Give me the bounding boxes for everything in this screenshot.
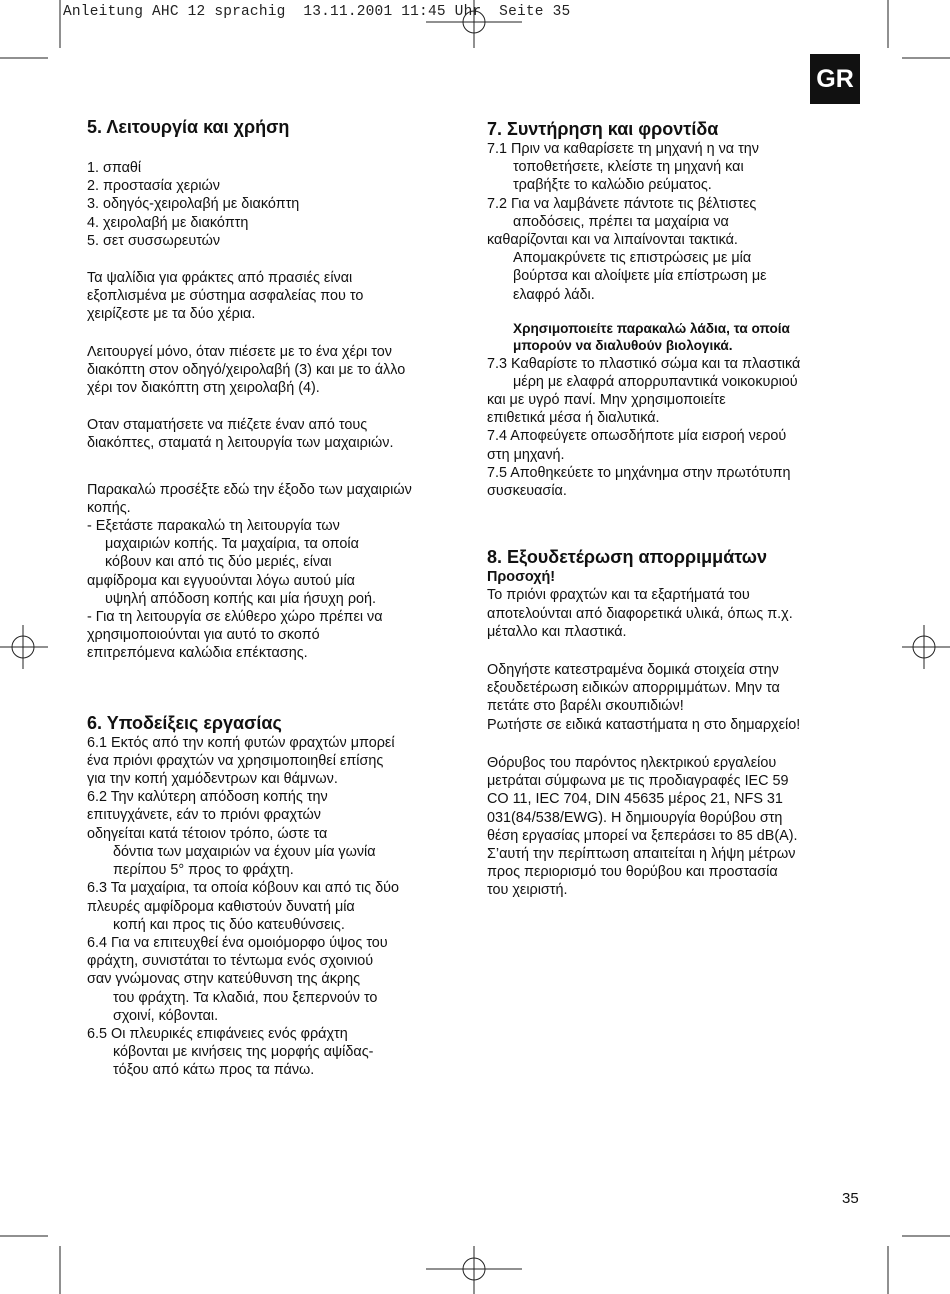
- text-line: επιτρεπόμενα καλώδια επέκτασης.: [87, 645, 308, 662]
- section-5-title: 5. Λειτουργία και χρήση: [87, 117, 290, 137]
- text-line: περίπου 5° προς το φράχτη.: [113, 862, 294, 879]
- item-6-3: [87, 879, 467, 934]
- text-line: 7.5 Αποθηκεύετε το μηχάνημα στην πρωτότυπη: [487, 464, 791, 481]
- text-line: 7.3 Καθαρίστε το πλαστικό σώμα και τα πλαστικά: [487, 355, 801, 372]
- caution-label: Προσοχή!: [487, 569, 556, 586]
- text-line: τόξου από κάτω προς τα πάνω.: [113, 1062, 315, 1079]
- text-line: στη μηχανή.: [487, 446, 565, 463]
- text-line: πετάτε στο βαρέλι σκουπιδιών!: [487, 698, 684, 715]
- text-line: Οδηγήστε κατεστραμένα δομικά στοιχεία στην: [487, 662, 779, 679]
- section-6-title: 6. Υποδείξεις εργασίας: [87, 712, 282, 733]
- text-line: φράχτη, συνιστάται το τέντωμα ενός σχοινιού: [87, 953, 374, 970]
- text-line: μαχαιριών κοπής. Τα μαχαίρια, τα οποία: [105, 536, 359, 553]
- text-line: πλευρές αμφίδρομα καθιστούν δυνατή μία: [87, 898, 355, 915]
- text-line: επιθετικά μέσα ή διαλυτικά.: [487, 410, 660, 427]
- section-7-title: 7. Συντήρηση και φροντίδα: [487, 119, 719, 139]
- text-line: κόβονται με κινήσεις της μορφής αψίδας-: [113, 1044, 374, 1061]
- item-7-5: [487, 464, 857, 500]
- text-line: δόντια των μαχαιριών να έχουν μία γωνία: [113, 843, 376, 860]
- text-line: ελαφρό λάδι.: [513, 286, 595, 303]
- text-line: κόβουν και από τις δύο μεριές, είναι: [105, 554, 332, 571]
- paragraph: [487, 586, 857, 641]
- text-line: 6.2 Την καλύτερη απόδοση κοπής την: [87, 789, 328, 806]
- registration-mark-top: [426, 0, 522, 48]
- text-line: - Εξετάστε παρακαλώ τη λειτουργία των: [87, 518, 340, 535]
- text-line: 7.2 Για να λαμβάνετε πάντοτε τις βέλτιστες: [487, 195, 757, 212]
- list-item: 4. χειρολαβή με διακόπτη: [87, 214, 249, 231]
- text-line: καθαρίζονται και να λιπαίνονται τακτικά.: [487, 232, 738, 249]
- text-line: - Για τη λειτουργία σε ελύθερο χώρο πρέπει να: [87, 609, 383, 626]
- text-line: σχοινί, κόβονται.: [113, 1007, 219, 1024]
- text-line: προς περιορισμό του θορύβου και προστασία: [487, 864, 778, 881]
- item-6-1: [87, 734, 467, 789]
- page-number: 35: [842, 1190, 859, 1207]
- text-line: και με υγρό πανί. Μην χρησιμοποιείτε: [487, 392, 726, 409]
- oil-note: [487, 320, 857, 355]
- print-header: Anleitung AHC 12 sprachig 13.11.2001 11:45 Uhr Seite 35: [63, 4, 571, 20]
- text-line: εξοπλισμένα με σύστημα ασφαλείας που το: [87, 288, 364, 305]
- text-line: μέρη με ελαφρά απορρυπαντικά νοικοκυριού: [513, 373, 798, 390]
- item-7-1: [487, 140, 857, 195]
- text-line: Απομακρύνετε τις επιστρώσεις με μία: [513, 250, 752, 267]
- list-item: 3. οδηγός-χειρολαβή με διακόπτη: [87, 196, 300, 213]
- text-line: βούρτσα και αλοίψετε μία επίστρωση με: [513, 268, 767, 285]
- paragraph: [87, 481, 467, 517]
- text-line: Παρακαλώ προσέξτε εδώ την έξοδο των μαχαιριών: [87, 481, 412, 498]
- text-line: 7.1 Πριν να καθαρίσετε τη μηχανή η να την: [487, 141, 759, 157]
- text-line: κοπή και προς τις δύο κατευθύνσεις.: [113, 916, 345, 933]
- text-line: Χρησιμοποιείτε παρακαλώ λάδια, τα οποία: [513, 320, 790, 336]
- text-line: Λειτουργεί μόνο, όταν πιέσετε με το ένα χέρι τον: [87, 343, 392, 360]
- item-7-2: [487, 195, 857, 304]
- paragraph: [87, 269, 467, 324]
- text-line: αποτελούνται από διαφορετικά υλικά, όπως π.χ.: [487, 605, 793, 622]
- text-line: οδηγείται κατά τέτοιον τρόπο, ώστε τα: [87, 825, 328, 842]
- text-line: 6.4 Για να επιτευχθεί ένα ομοιόμορφο ύψος του: [87, 934, 388, 951]
- text-line: Ρωτήστε σε ειδικά καταστήματα η στο δημαρχείο!: [487, 716, 801, 733]
- text-line: Σ’αυτή την περίπτωση απαιτείται η λήψη μέτρων: [487, 845, 796, 862]
- paragraph: [87, 416, 467, 452]
- language-badge: GR: [810, 54, 860, 104]
- list-item: 1. σπαθί: [87, 160, 142, 176]
- text-line: 7.4 Αποφεύγετε οπωσδήποτε μία εισροή νερού: [487, 428, 787, 445]
- text-line: αποδόσεις, πρέπει τα μαχαίρια να: [513, 213, 729, 230]
- text-line: Το πριόνι φραχτών και τα εξαρτήματά του: [487, 587, 750, 604]
- registration-mark-right: [902, 625, 950, 669]
- text-line: χρησιμοποιούνται για αυτό το σκοπό: [87, 627, 320, 644]
- text-line: μέταλλο και πλαστικά.: [487, 623, 627, 640]
- paragraph: [487, 661, 857, 734]
- text-line: θέση εργασίας μπορεί να ξεπεράσει το 85 dB(A).: [487, 827, 798, 844]
- text-line: CO 11, IEC 704, DIN 45635 μέρος 21, NFS 31: [487, 791, 783, 808]
- text-line: 6.3 Τα μαχαίρια, τα οποία κόβουν και από τις δύο: [87, 880, 399, 897]
- bullet-item: [87, 608, 467, 663]
- text-line: επιτυγχάνετε, εάν το πριόνι φραχτών: [87, 807, 321, 824]
- registration-mark-left: [0, 625, 48, 669]
- registration-mark-bottom: [426, 1246, 522, 1294]
- text-line: τοποθετήσετε, κλείστε τη μηχανή και: [513, 159, 744, 176]
- item-6-4: [87, 934, 467, 1025]
- item-6-5: [87, 1025, 467, 1080]
- list-item: 2. προστασία χεριών: [87, 178, 220, 195]
- parts-list: [87, 159, 467, 250]
- text-line: Τα ψαλίδια για φράκτες από πρασιές είναι: [87, 270, 353, 287]
- text-line: εξουδετέρωση ειδικών απορριμμάτων. Μην τα: [487, 680, 780, 697]
- item-6-2: [87, 788, 467, 879]
- text-line: κοπής.: [87, 499, 131, 516]
- text-line: χειρίζεστε με τα δύο χέρια.: [87, 306, 256, 323]
- paragraph: [87, 343, 467, 398]
- text-line: 6.5 Οι πλευρικές επιφάνειες ενός φράχτη: [87, 1025, 348, 1042]
- text-line: 031(84/538/EWG). Η δημιουργία θορύβου στη: [487, 809, 783, 826]
- text-line: συσκευασία.: [487, 483, 567, 500]
- left-column: [87, 116, 467, 1080]
- right-column: [487, 118, 857, 900]
- text-line: σαν γνώμονας στην κατεύθυνση της άκρης: [87, 971, 361, 988]
- text-line: του φράχτη. Τα κλαδιά, που ξεπερνούν το: [113, 989, 378, 1006]
- text-line: ένα πριόνι φραχτών να χρησιμοποιηθεί επίσης: [87, 752, 384, 769]
- text-line: διακόπτη στον οδηγό/χειρολαβή (3) και με το άλλο: [87, 361, 406, 378]
- item-7-3: [487, 355, 857, 428]
- text-line: χέρι τον διακόπτη στη χειρολαβή (4).: [87, 380, 320, 397]
- text-line: Οταν σταματήσετε να πιέζετε έναν από τους: [87, 417, 368, 434]
- bullet-item: [87, 517, 467, 608]
- text-line: 6.1 Εκτός από την κοπή φυτών φραχτών μπορεί: [87, 734, 395, 751]
- list-item: 5. σετ συσσωρευτών: [87, 232, 221, 249]
- text-line: μετράται σύμφωνα με τις προδιαγραφές IEC 59: [487, 773, 789, 790]
- text-line: αμφίδρομα και εγγυούνται λόγω αυτού μία: [87, 572, 355, 589]
- text-line: μπορούν να διαλυθούν βιολογικά.: [513, 338, 733, 354]
- text-line: υψηλή απόδοση κοπής και μία ήσυχη ροή.: [105, 590, 377, 607]
- text-line: τραβήξτε το καλώδιο ρεύματος.: [513, 177, 712, 194]
- text-line: για την κοπή χαμόδεντρων και θάμνων.: [87, 771, 338, 788]
- section-8-title: 8. Εξουδετέρωση απορριμμάτων: [487, 547, 768, 568]
- item-7-4: [487, 427, 857, 463]
- text-line: διακόπτες, σταματά η λειτουργία των μαχαιριών.: [87, 435, 394, 452]
- text-line: Θόρυβος του παρόντος ηλεκτρικού εργαλείου: [487, 754, 777, 771]
- noise-paragraph: [487, 754, 857, 900]
- text-line: του χειριστή.: [487, 882, 568, 899]
